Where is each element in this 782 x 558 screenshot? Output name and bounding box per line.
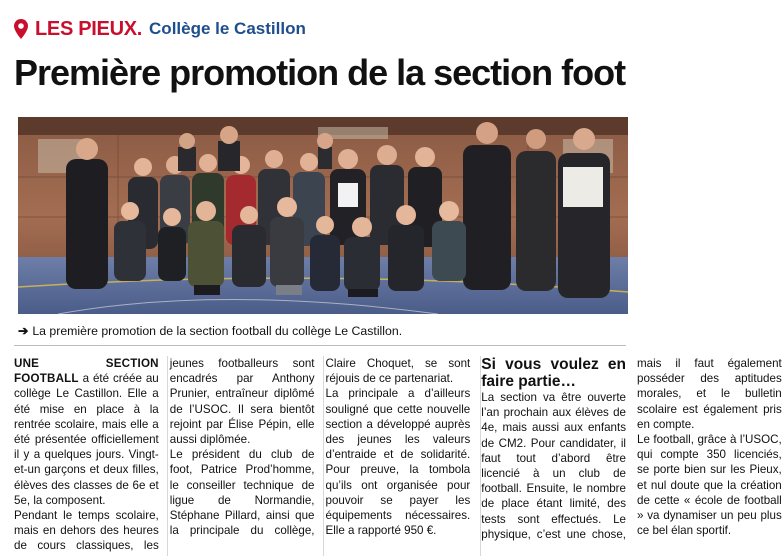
paragraph-1 (14, 356, 159, 508)
paragraph-4: La principale a d’ailleurs souligné que cette nouvelle section a développé auprès des jeunes les valeurs d’entraide et de solidarité. Pour preuve, la tombola qu’ils ont organisée pour pouvoir se payer les équipements nécessaires. Elle a rapporté 950 €. (325, 387, 471, 538)
headline: Première promotion de la section foot (14, 52, 626, 93)
lead-in: UNE SECTION FOOTBALL (14, 357, 159, 386)
group-photo (18, 117, 628, 314)
paragraph-3: Le président du club de foot, Patrice Prod’homme, le conseiller technique de ligue de Normandie, Stéphane Pillard, ainsi que la principale du collège, Claire Choquet, se sont réjouis de ce partenariat. (169, 357, 471, 538)
caption-text: La première promotion de la section football du collège Le Castillon. (32, 324, 403, 338)
paragraph-5: La section va être ouverte l’an prochain aux élèves de 4e, mais aussi aux enfants de CM2. Pour candidater, il faut tout d’abord être licencié à un club de football. Ensuite, le nombre de place étant limité, des tests sont effectués. Le physique, c’est une chose, mais il faut également posséder des aptitudes morales, et le bulletin scolaire est également pris en compte. (481, 357, 782, 541)
subhead: Si vous voulez en faire partie… (481, 356, 626, 390)
location-label: LES PIEUX. (35, 17, 143, 40)
article-body (14, 356, 782, 556)
map-pin-icon (14, 19, 28, 39)
paragraph-2: Pendant le temps scolaire, mais en dehors des heures de cours classiques, les jeunes footballeurs sont encadrés par Anthony Prunier, entraîneur diplômé de l’USOC. Il sera bientôt rejoint par Élise Pépin, elle aussi diplômée. (14, 357, 315, 553)
subject-label: Collège le Castillon (149, 19, 306, 38)
paragraph-1-text: a été créée au collège Le Castillon. Elle a été mise en place à la rentrée scolaire, mais elle a été présentée officiellement il y a quelques jours. Vingt-et-un garçons et deux filles, élèves des classes de 6e et 5e, la composent. (14, 372, 159, 507)
paragraph-6: Le football, grâce à l’USOC, qui compte 350 licenciés, se porte bien sur les Pieux, et nul doute que la création de cette « école de football » va dynamiser un peu plus ce bel élan sportif. (637, 433, 782, 538)
photo-caption (18, 323, 628, 339)
divider (14, 345, 626, 346)
kicker (14, 16, 306, 42)
arrow-right-icon: ➔ (18, 324, 29, 338)
article-columns (14, 356, 782, 556)
